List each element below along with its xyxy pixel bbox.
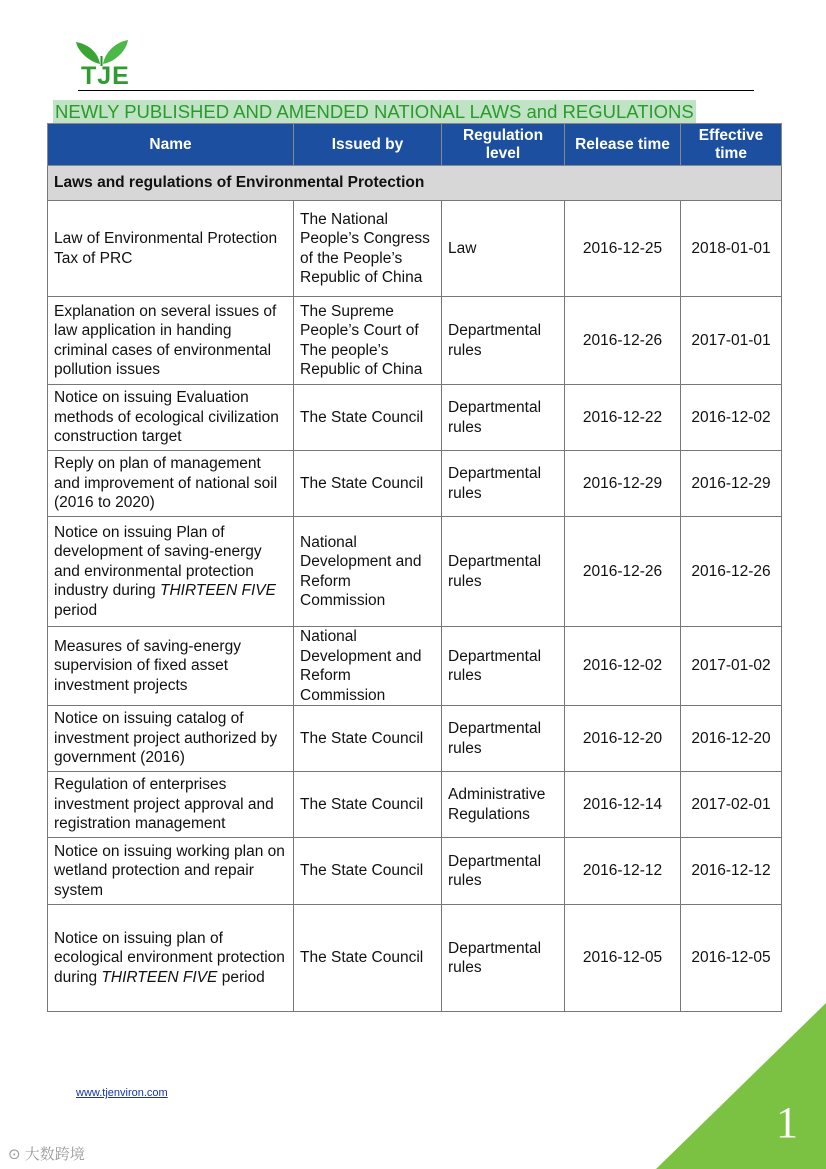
column-header-name: Name xyxy=(48,124,294,166)
row-level: Departmental rules xyxy=(442,905,565,1012)
row-release: 2016-12-14 xyxy=(565,772,681,838)
row-name: Notice on issuing catalog of investment project authorized by government (2016) xyxy=(48,706,294,772)
row-issued-by: The State Council xyxy=(294,905,442,1012)
row-issued-by: The State Council xyxy=(294,706,442,772)
column-header-issued-by: Issued by xyxy=(294,124,442,166)
column-header-effective-time: Effective time xyxy=(681,124,782,166)
row-release: 2016-12-25 xyxy=(565,201,681,297)
row-name-italic: THIRTEEN FIVE xyxy=(101,968,218,986)
row-name: Explanation on several issues of law application in handing criminal cases of environmental pollution issues xyxy=(48,297,294,385)
row-name: Law of Environmental Protection Tax of PRC xyxy=(48,201,294,297)
row-effective: 2016-12-05 xyxy=(681,905,782,1012)
row-release: 2016-12-22 xyxy=(565,385,681,451)
row-effective: 2017-01-01 xyxy=(681,297,782,385)
row-level: Departmental rules xyxy=(442,517,565,627)
row-effective: 2017-01-02 xyxy=(681,627,782,706)
row-name-italic: THIRTEEN FIVE xyxy=(159,582,276,600)
website-link[interactable]: www.tjenviron.com xyxy=(76,1087,168,1099)
group-title: Laws and regulations of Environmental Protection xyxy=(48,166,782,201)
row-level: Administrative Regulations xyxy=(442,772,565,838)
watermark-icon: ⊙ xyxy=(8,1146,21,1163)
column-header-regulation-level: Regulation level xyxy=(442,124,565,166)
row-level: Departmental rules xyxy=(442,706,565,772)
row-level: Law xyxy=(442,201,565,297)
row-name: Measures of saving-energy supervision of fixed asset investment projects xyxy=(48,627,294,706)
row-issued-by: The National People’s Congress of the People’s Republic of China xyxy=(294,201,442,297)
row-name: Reply on plan of management and improvement of national soil (2016 to 2020) xyxy=(48,451,294,517)
row-issued-by: The State Council xyxy=(294,385,442,451)
row-effective: 2016-12-02 xyxy=(681,385,782,451)
row-effective: 2016-12-29 xyxy=(681,451,782,517)
logo-text: TJE xyxy=(81,62,130,90)
row-release: 2016-12-26 xyxy=(565,517,681,627)
row-name-text: Notice on issuing Plan of development of saving-energy and environmental protection industry during xyxy=(54,523,262,600)
row-effective: 2016-12-12 xyxy=(681,838,782,905)
row-name: Regulation of enterprises investment project approval and registration management xyxy=(48,772,294,838)
row-issued-by: The State Council xyxy=(294,838,442,905)
row-release: 2016-12-05 xyxy=(565,905,681,1012)
column-header-release-time: Release time xyxy=(565,124,681,166)
row-issued-by: National Development and Reform Commission xyxy=(294,627,442,706)
row-release: 2016-12-12 xyxy=(565,838,681,905)
row-level: Departmental rules xyxy=(442,838,565,905)
row-level: Departmental rules xyxy=(442,451,565,517)
row-name-suffix: period xyxy=(54,601,98,619)
row-issued-by: The State Council xyxy=(294,451,442,517)
section-title: NEWLY PUBLISHED AND AMENDED NATIONAL LAWS and REGULATIONS xyxy=(55,101,694,122)
row-release: 2016-12-29 xyxy=(565,451,681,517)
watermark xyxy=(8,1143,85,1164)
watermark-text: 大数跨境 xyxy=(24,1146,85,1163)
row-name: Notice on issuing working plan on wetland protection and repair system xyxy=(48,838,294,905)
row-issued-by: The State Council xyxy=(294,772,442,838)
page-number: 1 xyxy=(776,1098,798,1147)
row-name-suffix: period xyxy=(217,968,265,986)
row-release: 2016-12-02 xyxy=(565,627,681,706)
row-release: 2016-12-26 xyxy=(565,297,681,385)
row-effective: 2016-12-20 xyxy=(681,706,782,772)
row-release: 2016-12-20 xyxy=(565,706,681,772)
row-level: Departmental rules xyxy=(442,627,565,706)
row-level: Departmental rules xyxy=(442,297,565,385)
row-effective: 2018-01-01 xyxy=(681,201,782,297)
row-effective: 2017-02-01 xyxy=(681,772,782,838)
row-issued-by: The Supreme People’s Court of The people’s Republic of China xyxy=(294,297,442,385)
row-level: Departmental rules xyxy=(442,385,565,451)
row-name-text: Notice on issuing plan of ecological environment protection during xyxy=(54,929,285,986)
row-name: Notice on issuing Evaluation methods of ecological civilization construction target xyxy=(48,385,294,451)
row-effective: 2016-12-26 xyxy=(681,517,782,627)
row-issued-by: National Development and Reform Commission xyxy=(294,517,442,627)
